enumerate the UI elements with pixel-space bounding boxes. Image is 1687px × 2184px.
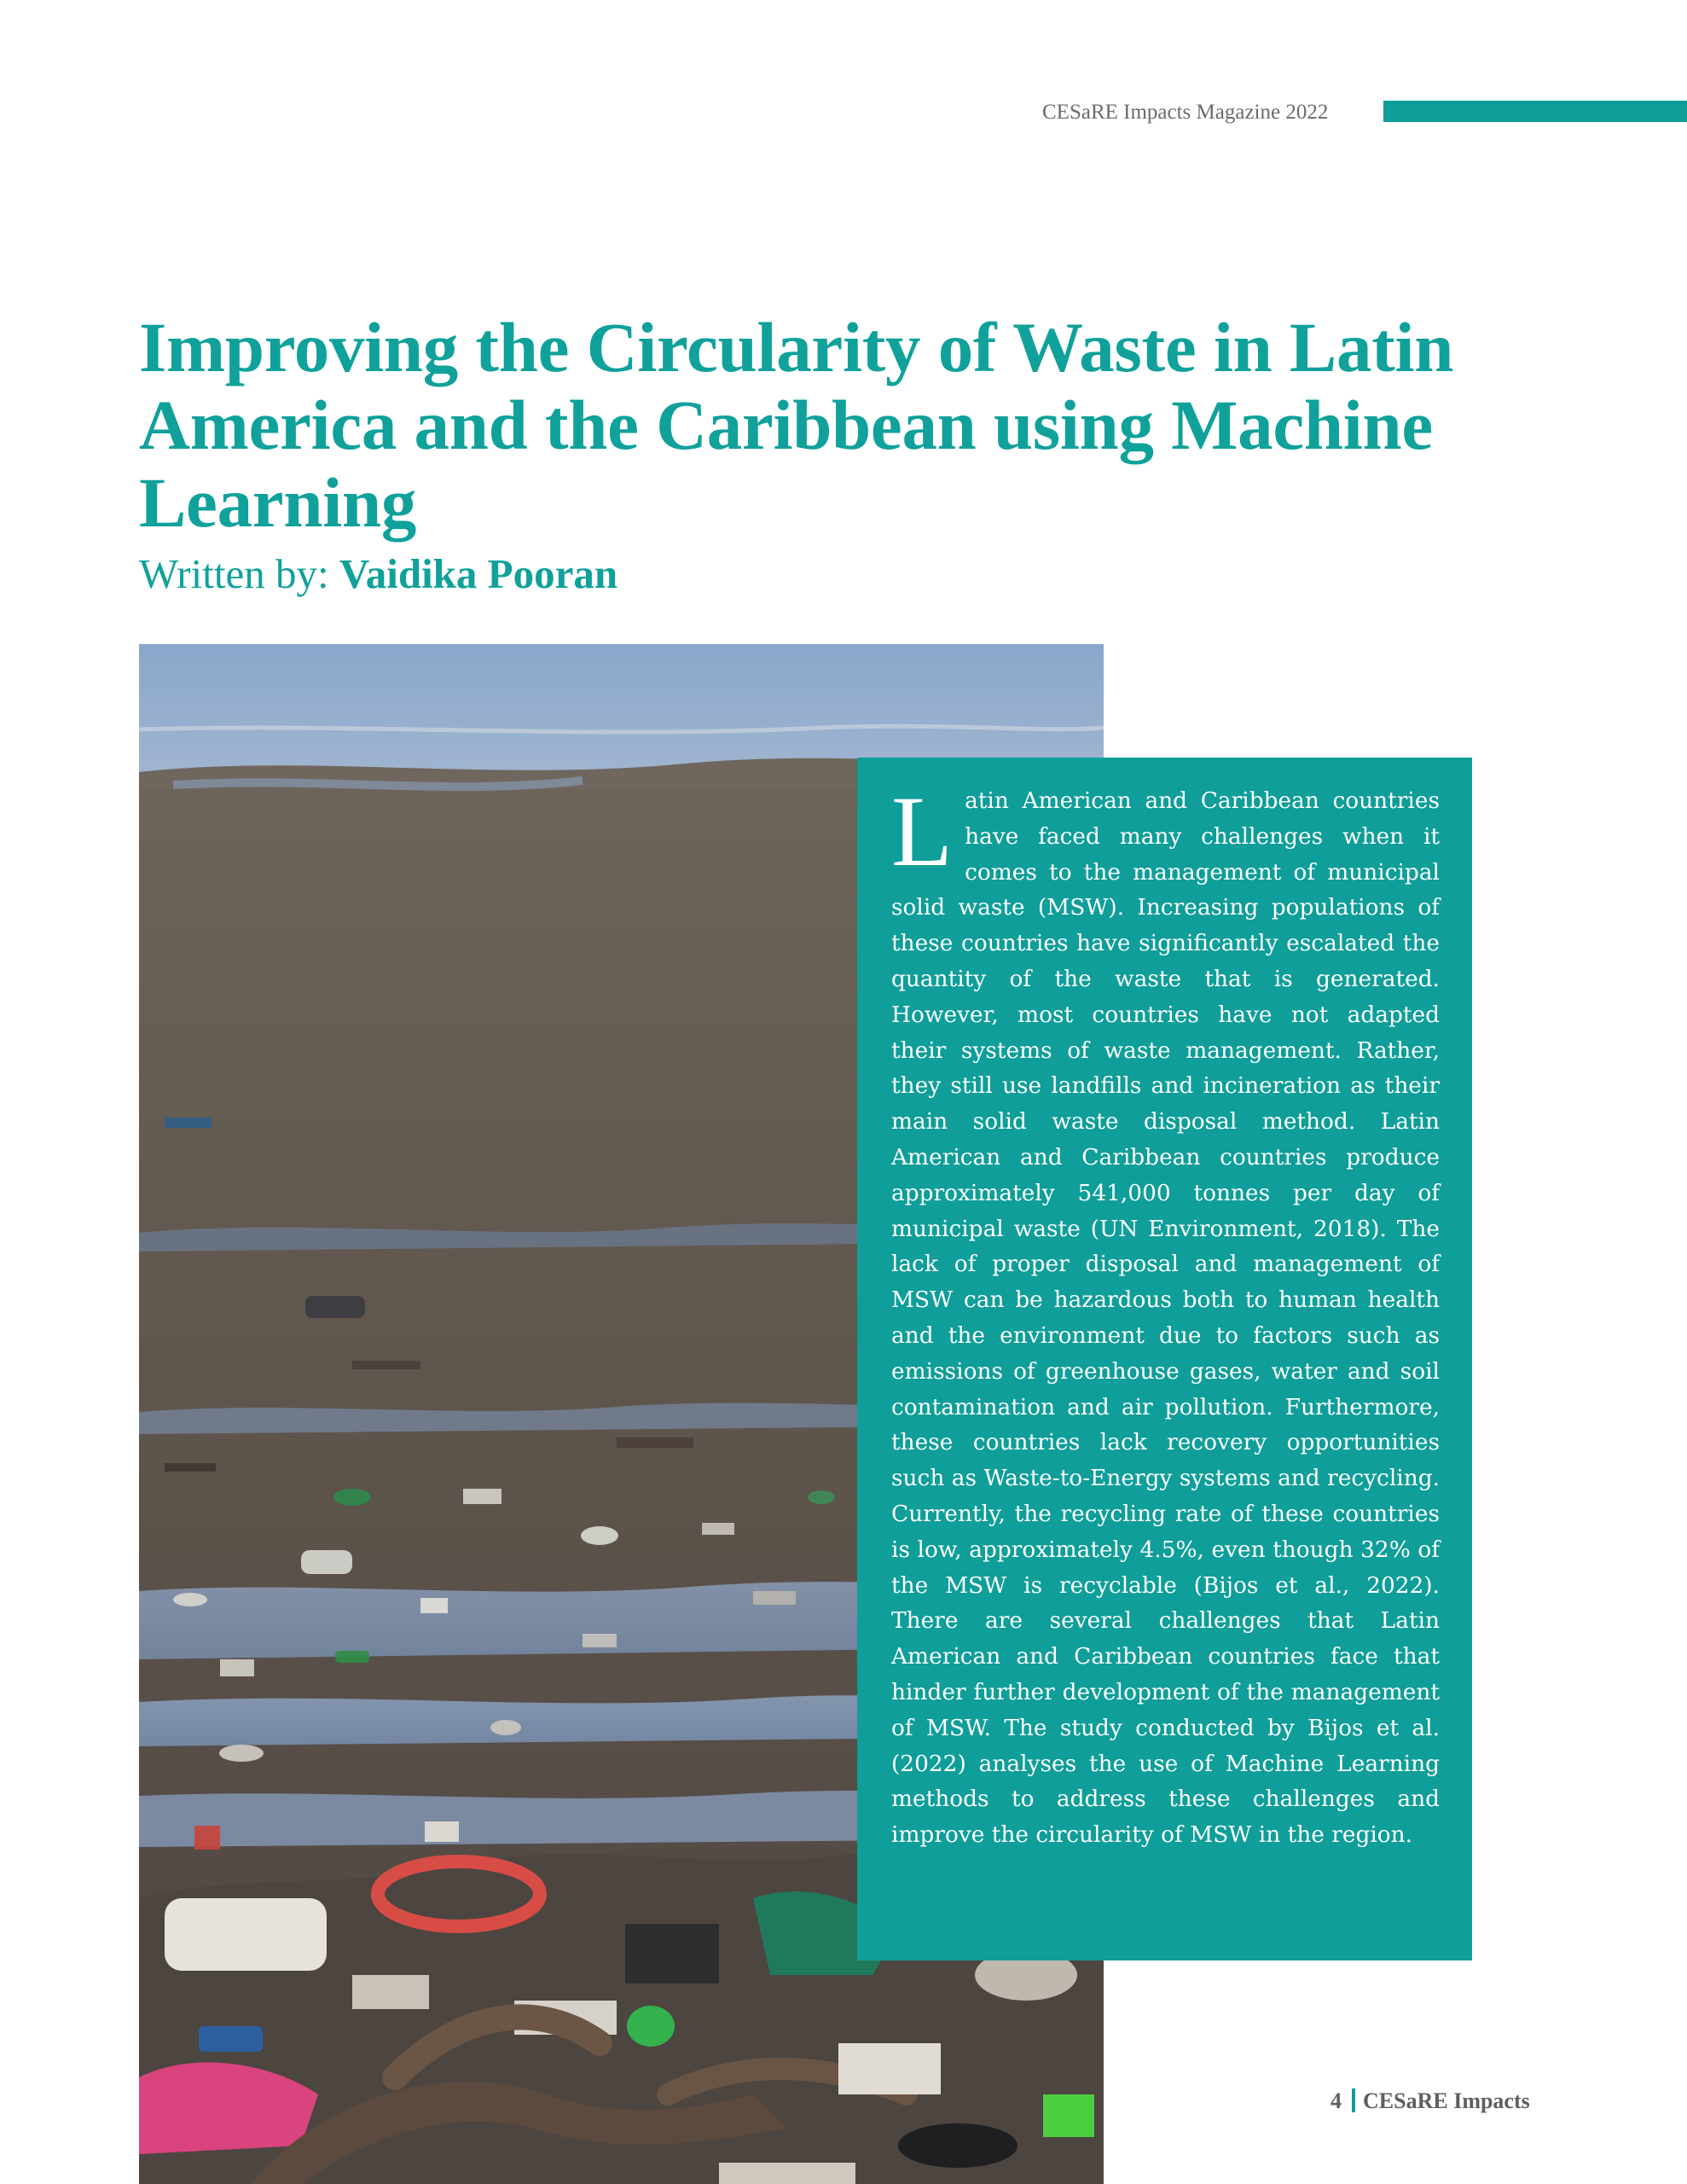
page-number: 4 bbox=[1330, 2088, 1342, 2113]
magazine-header: CESaRE Impacts Magazine 2022 bbox=[1042, 101, 1329, 124]
author-name: Vaidika Pooran bbox=[339, 550, 618, 597]
footer-separator bbox=[1352, 2088, 1355, 2112]
article-body: atin American and Caribbean countries have faced many challenges when it comes to the management of municipal solid waste (MSW). Increasing populations of these countries have significantly escalated the quantity of the waste that is generated. However, most countries have not adapted their systems of waste management. Rather, they still use landfills and incineration as their main solid waste disposal method. Latin American and Caribbean countries produce approximately 541,000 tonnes per day of municipal waste (UN Environment, 2018). The lack of proper disposal and management of MSW can be hazardous both to human health and the environment due to factors such as emissions of greenhouse gases, water and soil contamination and air pollution. Furthermore, these countries lack recovery opportunities such as Waste-to-Energy systems and recycling. Currently, the recycling rate of these countries is low, approximately 4.5%, even though 32% of the MSW is recyclable (Bijos et al., 2022). There are several challenges that Latin American and Caribbean countries face that hinder further development of the management of MSW. The study conducted by Bijos et al. (2022) analyses the use of Machine Learning methods to address these challenges and improve the circularity of MSW in the region. bbox=[891, 787, 1440, 1849]
footer-publication: CESaRE Impacts bbox=[1363, 2088, 1530, 2113]
byline-prefix: Written by: bbox=[139, 550, 329, 597]
header-accent-bar bbox=[1383, 101, 1687, 122]
drop-cap: L bbox=[891, 775, 954, 887]
byline bbox=[139, 549, 617, 598]
page-footer bbox=[1330, 2088, 1530, 2114]
article-title: Improving the Circularity of Waste in Latin America and the Caribbean using Machine Learning bbox=[139, 308, 1454, 542]
intro-text-box bbox=[857, 758, 1472, 1960]
article-intro bbox=[891, 775, 1440, 1853]
